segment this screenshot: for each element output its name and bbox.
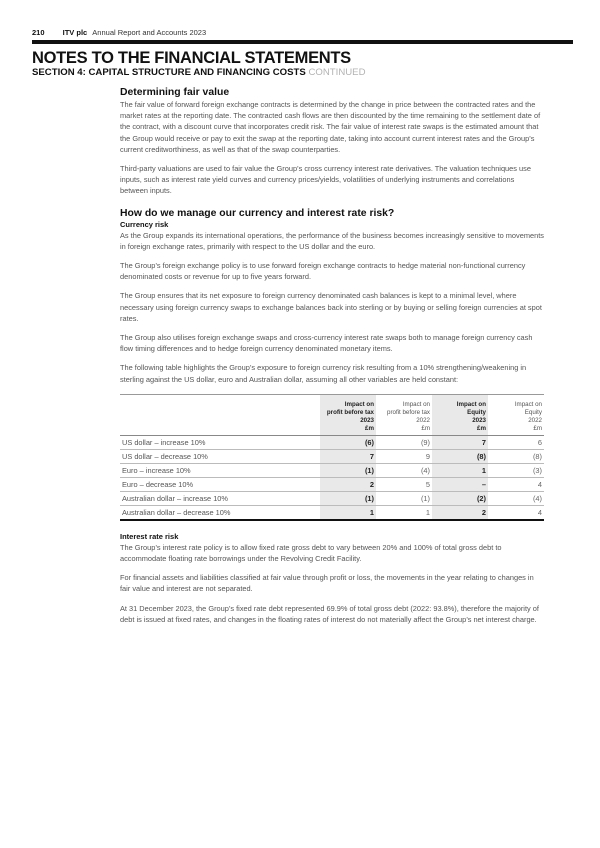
section-continued: CONTINUED xyxy=(308,67,366,78)
section-title xyxy=(32,67,366,78)
report-title: Annual Report and Accounts 2023 xyxy=(92,28,207,37)
table-header-equity-2023: Impact on Equity 2023 £m xyxy=(432,394,488,435)
fair-value-heading: Determining fair value xyxy=(120,87,230,98)
row-label: Australian dollar – decrease 10% xyxy=(120,505,320,520)
table-row xyxy=(120,505,544,520)
table-header-pbt-2022: Impact on profit before tax 2022 £m xyxy=(376,394,432,435)
risk-heading: How do we manage our currency and interest rate risk? xyxy=(120,207,395,219)
table-row xyxy=(120,449,544,463)
cell-pbt-2022: 1 xyxy=(376,505,432,520)
cell-pbt-2023: (1) xyxy=(320,463,376,477)
cell-pbt-2022: (1) xyxy=(376,491,432,505)
row-label: Euro – increase 10% xyxy=(120,463,320,477)
cell-pbt-2023: 1 xyxy=(320,505,376,520)
cell-pbt-2023: 2 xyxy=(320,477,376,491)
currency-paragraph: The Group’s foreign exchange policy is to use forward foreign exchange contracts to hedge material non-functional currency denominated costs or revenue for up to five years forward. xyxy=(120,261,526,282)
interest-paragraph: For financial assets and liabilities classified at fair value through profit or loss, the movements in the year relating to changes in fair value and interest are not separated. xyxy=(120,573,534,594)
fair-value-paragraph: Third-party valuations are used to fair value the Group’s cross currency interest rate derivatives. The valuation techniques use inputs, such as interest rate yield curves and currency prices/yields, volatilities of underlying instruments and correlations between inputs. xyxy=(120,164,531,196)
table-header-equity-2022: Impact on Equity 2022 £m xyxy=(488,394,544,435)
table-header-label xyxy=(120,394,320,435)
cell-equity-2023: 7 xyxy=(432,435,488,449)
cell-pbt-2023: (1) xyxy=(320,491,376,505)
table-header-pbt-2023: Impact on profit before tax 2023 £m xyxy=(320,394,376,435)
currency-paragraph: The following table highlights the Group’s exposure to foreign currency risk resulting from a 10% strengthening/weakening in sterling against the US dollar, euro and Australian dollar, assuming all other variables are held constant: xyxy=(120,363,527,384)
table-row xyxy=(120,491,544,505)
interest-paragraph: The Group’s interest rate policy is to allow fixed rate gross debt to vary between 20% and 100% of total gross debt to accommodate floating rate borrowings under the Revolving Credit Facility. xyxy=(120,542,502,564)
fair-value-paragraph: The fair value of forward foreign exchange contracts is determined by the change in price between the contracted rates and the market rates at the reporting date. The contracted cash flows are then discounted by the time remaining to the settlement date of the contract, with a discount curve that incorporates credit risk. The fair value of interest rate swaps is the estimated amount that the Group would receive or pay to exit the swap at the reporting date, taking into account current interest rates and the Group’s current creditworthiness, as well as that of the swap counterparties. xyxy=(120,100,541,154)
cell-equity-2022: 4 xyxy=(488,477,544,491)
page-title: NOTES TO THE FINANCIAL STATEMENTS xyxy=(32,49,351,67)
brand-name: ITV plc xyxy=(62,28,88,37)
cell-pbt-2023: 7 xyxy=(320,449,376,463)
cell-pbt-2022: 5 xyxy=(376,477,432,491)
cell-pbt-2023: (6) xyxy=(320,435,376,449)
currency-sensitivity-table xyxy=(120,394,544,521)
cell-equity-2022: 4 xyxy=(488,505,544,520)
header-rule xyxy=(32,40,573,44)
row-label: Australian dollar – increase 10% xyxy=(120,491,320,505)
row-label: Euro – decrease 10% xyxy=(120,477,320,491)
table-header-row xyxy=(120,394,544,435)
cell-equity-2023: (8) xyxy=(432,449,488,463)
currency-paragraph: As the Group expands its international operations, the performance of the business becomes increasingly sensitive to movements in foreign exchange rates, primarily with respect to the US dollar and the euro. xyxy=(120,230,544,251)
table-row xyxy=(120,435,544,449)
row-label: US dollar – increase 10% xyxy=(120,435,320,449)
row-label: US dollar – decrease 10% xyxy=(120,449,320,463)
cell-pbt-2022: (4) xyxy=(376,463,432,477)
table-row xyxy=(120,463,544,477)
interest-paragraph: At 31 December 2023, the Group’s fixed rate debt represented 69.9% of total gross debt (2022: 93.8%), therefore the majority of debt is issued at fixed rates, and changes in the floating rates of interest do not materially affect the Group’s net interest charge. xyxy=(120,603,539,624)
section-label: SECTION 4: CAPITAL STRUCTURE AND FINANCING COSTS xyxy=(32,67,306,78)
cell-equity-2023: – xyxy=(432,477,488,491)
cell-equity-2022: 6 xyxy=(488,435,544,449)
currency-paragraph: The Group also utilises foreign exchange swaps and cross-currency interest rate swaps both to manage foreign currency cash flow timing differences and to hedge foreign currency denominated monetary items. xyxy=(120,333,533,354)
cell-equity-2023: 1 xyxy=(432,463,488,477)
running-header xyxy=(32,28,206,37)
interest-risk-heading: Interest rate risk xyxy=(120,531,179,541)
cell-equity-2022: (4) xyxy=(488,491,544,505)
cell-equity-2022: (3) xyxy=(488,463,544,477)
cell-pbt-2022: 9 xyxy=(376,449,432,463)
cell-pbt-2022: (9) xyxy=(376,435,432,449)
currency-risk-heading: Currency risk xyxy=(120,219,169,229)
cell-equity-2022: (8) xyxy=(488,449,544,463)
main-content xyxy=(120,86,544,625)
cell-equity-2023: 2 xyxy=(432,505,488,520)
cell-equity-2023: (2) xyxy=(432,491,488,505)
table-row xyxy=(120,477,544,491)
page-number: 210 xyxy=(32,28,45,37)
currency-paragraph: The Group ensures that its net exposure to foreign currency denominated cash balances is kept to a minimal level, where necessary using foreign currency swaps to exchange balances back into sterling or by buying or selling foreign currencies at spot rates. xyxy=(120,291,542,323)
